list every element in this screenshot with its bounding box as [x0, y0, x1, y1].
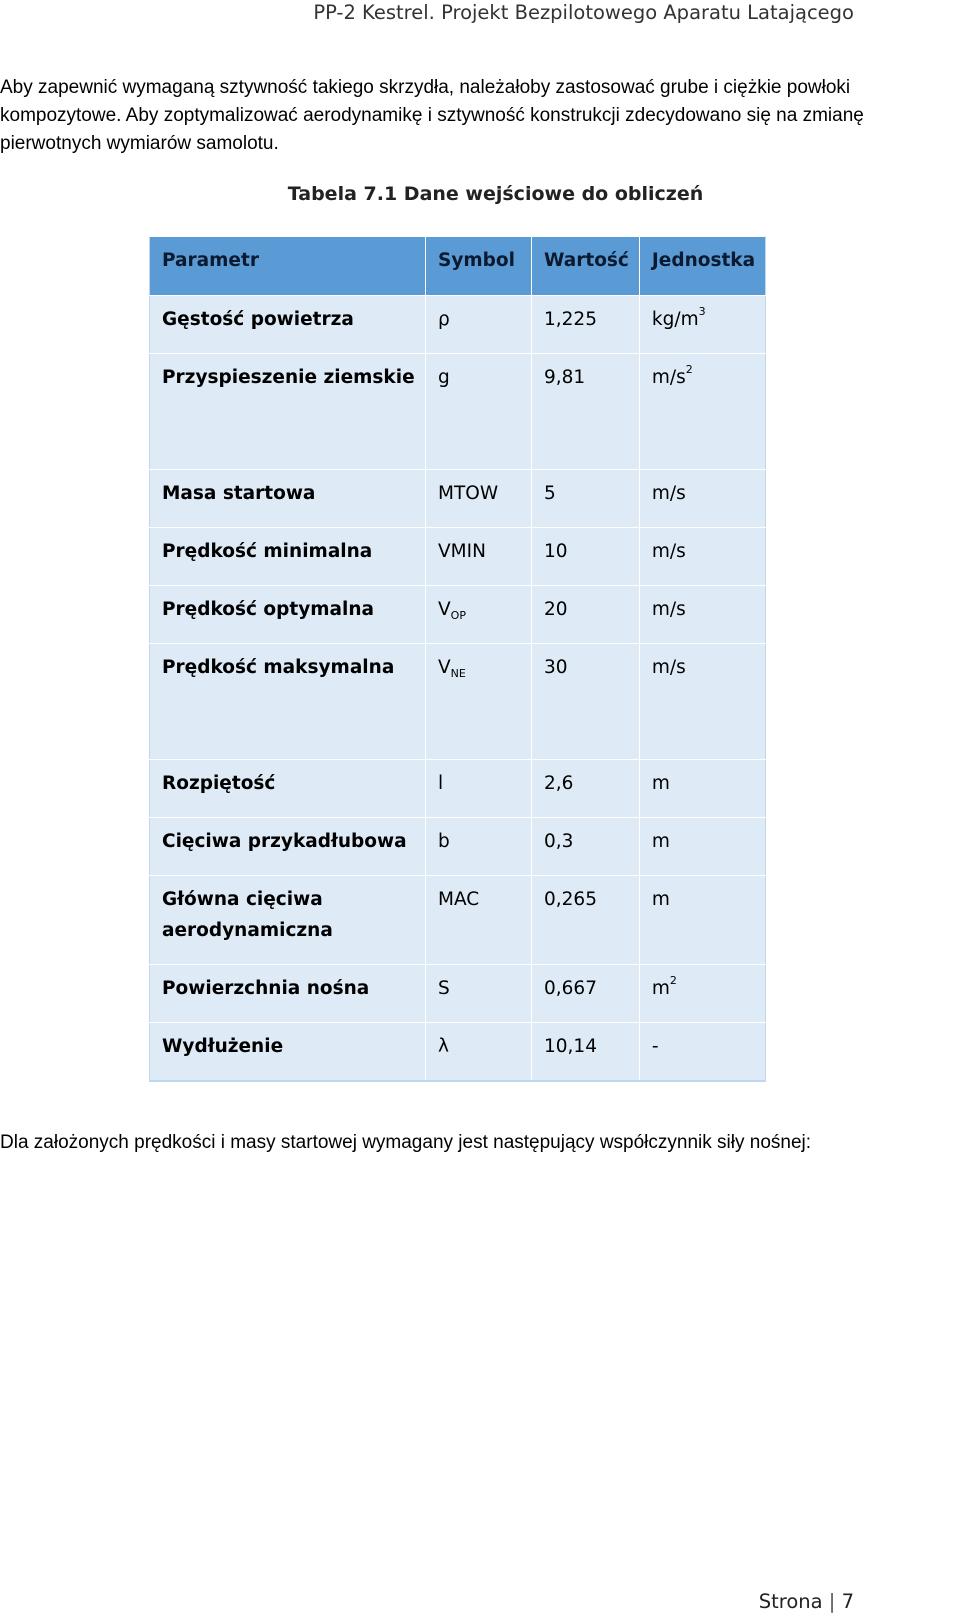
unit-text: m: [651, 978, 670, 999]
cell-symbol: [426, 818, 532, 876]
cell-symbol: [426, 528, 532, 586]
unit-text: -: [651, 1036, 659, 1057]
cell-parameter: Przyspieszenie ziemskie: [150, 354, 426, 470]
cell-value: 30: [532, 644, 640, 760]
table-row: [150, 296, 766, 354]
cell-value: 0,265: [532, 876, 640, 965]
cell-parameter: Cięciwa przykadłubowa: [150, 818, 426, 876]
symbol-text: λ: [438, 1036, 449, 1057]
symbol-text: MTOW: [438, 483, 499, 504]
unit-superscript: 2: [685, 363, 693, 376]
cell-unit: [639, 354, 765, 470]
table-row: [150, 876, 766, 965]
symbol-text: MAC: [438, 889, 480, 910]
symbol-text: S: [438, 978, 450, 999]
running-header: PP-2 Kestrel. Projekt Bezpilotowego Aparatu Latającego: [313, 1, 854, 24]
cell-symbol: [426, 470, 532, 528]
cell-parameter: Główna cięciwa aerodynamiczna: [150, 876, 426, 965]
cell-value: 9,81: [532, 354, 640, 470]
cell-unit: [639, 296, 765, 354]
closing-paragraph: Dla założonych prędkości i masy startowej wymagany jest następujący współczynnik siły nośnej:: [0, 1132, 812, 1153]
unit-text: m: [651, 831, 670, 852]
cell-parameter: Masa startowa: [150, 470, 426, 528]
cell-unit: [639, 876, 765, 965]
cell-parameter: Rozpiętość: [150, 760, 426, 818]
table-row: [150, 470, 766, 528]
cell-parameter: Prędkość maksymalna: [150, 644, 426, 760]
cell-unit: [639, 528, 765, 586]
symbol-text: VMIN: [438, 541, 486, 562]
symbol-subscript: OP: [450, 609, 466, 622]
unit-text: m/s: [651, 657, 686, 678]
cell-value: 0,667: [532, 965, 640, 1023]
table-row: [150, 644, 766, 760]
unit-text: m/s: [651, 367, 686, 388]
table-row: [150, 1023, 766, 1082]
table-row: [150, 586, 766, 644]
unit-text: m/s: [651, 541, 686, 562]
unit-superscript: 2: [669, 974, 677, 987]
cell-unit: [639, 586, 765, 644]
cell-parameter: Prędkość optymalna: [150, 586, 426, 644]
cell-unit: [639, 1023, 765, 1082]
caption-text: 1 Dane wejściowe do obliczeń: [383, 183, 704, 205]
symbol-text: V: [438, 599, 451, 620]
cell-value: 10: [532, 528, 640, 586]
symbol-text: ρ: [438, 309, 450, 330]
cell-parameter: Wydłużenie: [150, 1023, 426, 1082]
cell-symbol: [426, 354, 532, 470]
cell-unit: [639, 470, 765, 528]
cell-symbol: [426, 586, 532, 644]
unit-text: m: [651, 889, 670, 910]
table-row: [150, 354, 766, 470]
symbol-text: l: [438, 773, 444, 794]
table-row: [150, 965, 766, 1023]
cell-value: 5: [532, 470, 640, 528]
table-row: [150, 760, 766, 818]
table-row: [150, 528, 766, 586]
cell-unit: [639, 760, 765, 818]
unit-superscript: 3: [698, 305, 706, 318]
footer-separator: |: [828, 1590, 836, 1613]
symbol-text: b: [438, 831, 450, 852]
page-footer: [759, 1590, 854, 1613]
header-jednostka: Jednostka: [639, 237, 765, 296]
unit-text: kg/m: [651, 309, 699, 330]
cell-symbol: [426, 1023, 532, 1082]
intro-paragraph: Aby zapewnić wymaganą sztywność takiego skrzydła, należałoby zastosować grube i ciężkie powłoki kompozytowe. Aby zoptymalizować aerodynamikę i sztywność konstrukcji zdecydowano się na zmianę pierwotnych wymiarów samolotu.: [0, 77, 864, 154]
cell-symbol: [426, 965, 532, 1023]
unit-text: m: [651, 773, 670, 794]
symbol-subscript: NE: [450, 667, 466, 680]
table-header-row: [150, 237, 766, 296]
cell-unit: [639, 644, 765, 760]
cell-parameter: Powierzchnia nośna: [150, 965, 426, 1023]
cell-value: 20: [532, 586, 640, 644]
header-wartosc: Wartość: [532, 237, 640, 296]
header-symbol: Symbol: [426, 237, 532, 296]
page-number: 7: [841, 1590, 854, 1613]
cell-value: 1,225: [532, 296, 640, 354]
symbol-text: V: [438, 657, 451, 678]
unit-text: m/s: [651, 599, 686, 620]
cell-symbol: [426, 760, 532, 818]
cell-unit: [639, 818, 765, 876]
header-parametr: Parametr: [150, 237, 426, 296]
table-caption: [0, 180, 960, 208]
cell-symbol: [426, 296, 532, 354]
cell-parameter: Prędkość minimalna: [150, 528, 426, 586]
cell-unit: [639, 965, 765, 1023]
cell-parameter: Gęstość powietrza: [150, 296, 426, 354]
parameters-table: [149, 236, 766, 1082]
cell-symbol: [426, 644, 532, 760]
symbol-text: g: [438, 367, 450, 388]
cell-value: 2,6: [532, 760, 640, 818]
caption-prefix: Tabela 7.: [287, 183, 384, 205]
cell-value: 10,14: [532, 1023, 640, 1082]
unit-text: m/s: [651, 483, 686, 504]
cell-symbol: [426, 876, 532, 965]
cell-value: 0,3: [532, 818, 640, 876]
table-row: [150, 818, 766, 876]
footer-label: Strona: [758, 1590, 823, 1613]
